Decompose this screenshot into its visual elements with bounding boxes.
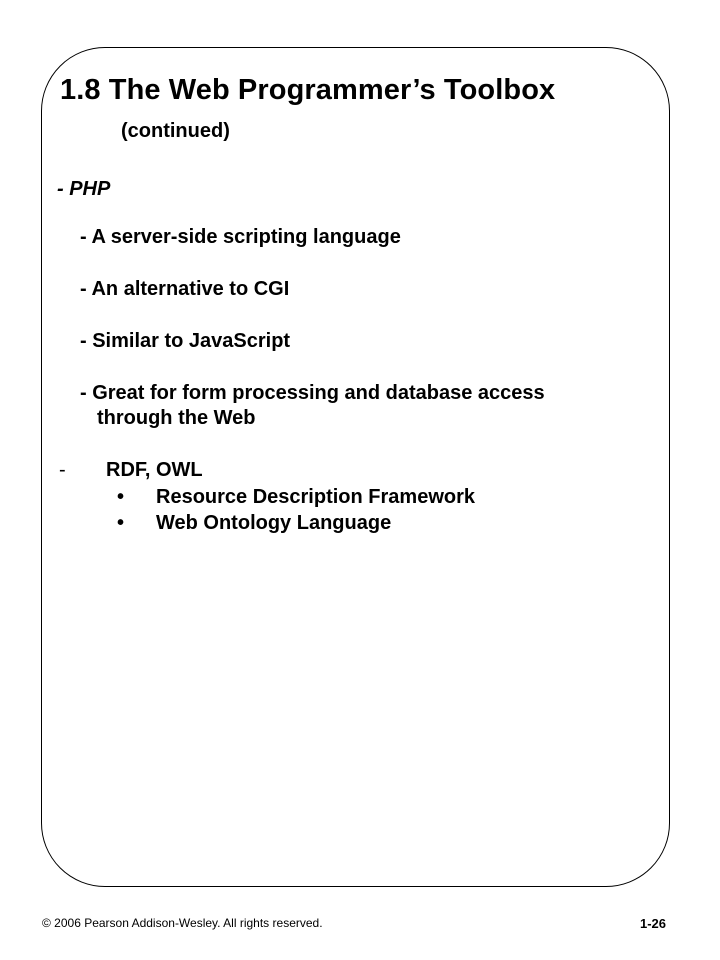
- php-point-forms-databases: - Great for form processing and database access: [80, 382, 545, 404]
- rdf-owl-heading: RDF, OWL: [106, 459, 203, 481]
- page-number: 1-26: [640, 916, 667, 931]
- php-point-cgi-alternative: - An alternative to CGI: [80, 278, 290, 300]
- copyright-footer: © 2006 Pearson Addison-Wesley. All rights reserved.: [42, 916, 323, 930]
- rdf-dash-marker: -: [59, 459, 66, 481]
- slide-title: 1.8 The Web Programmer’s Toolbox: [60, 74, 556, 106]
- rdf-point-resource-description-framework: Resource Description Framework: [156, 486, 475, 508]
- bullet-icon: •: [117, 486, 125, 508]
- rdf-point-web-ontology-language: Web Ontology Language: [156, 512, 392, 534]
- php-point-forms-databases-continued: through the Web: [97, 407, 256, 429]
- php-point-javascript: - Similar to JavaScript: [80, 330, 291, 352]
- slide-subtitle: (continued): [121, 120, 230, 142]
- php-heading: - PHP: [57, 178, 111, 200]
- bullet-icon: •: [117, 512, 125, 534]
- php-point-server-side: - A server-side scripting language: [80, 226, 401, 248]
